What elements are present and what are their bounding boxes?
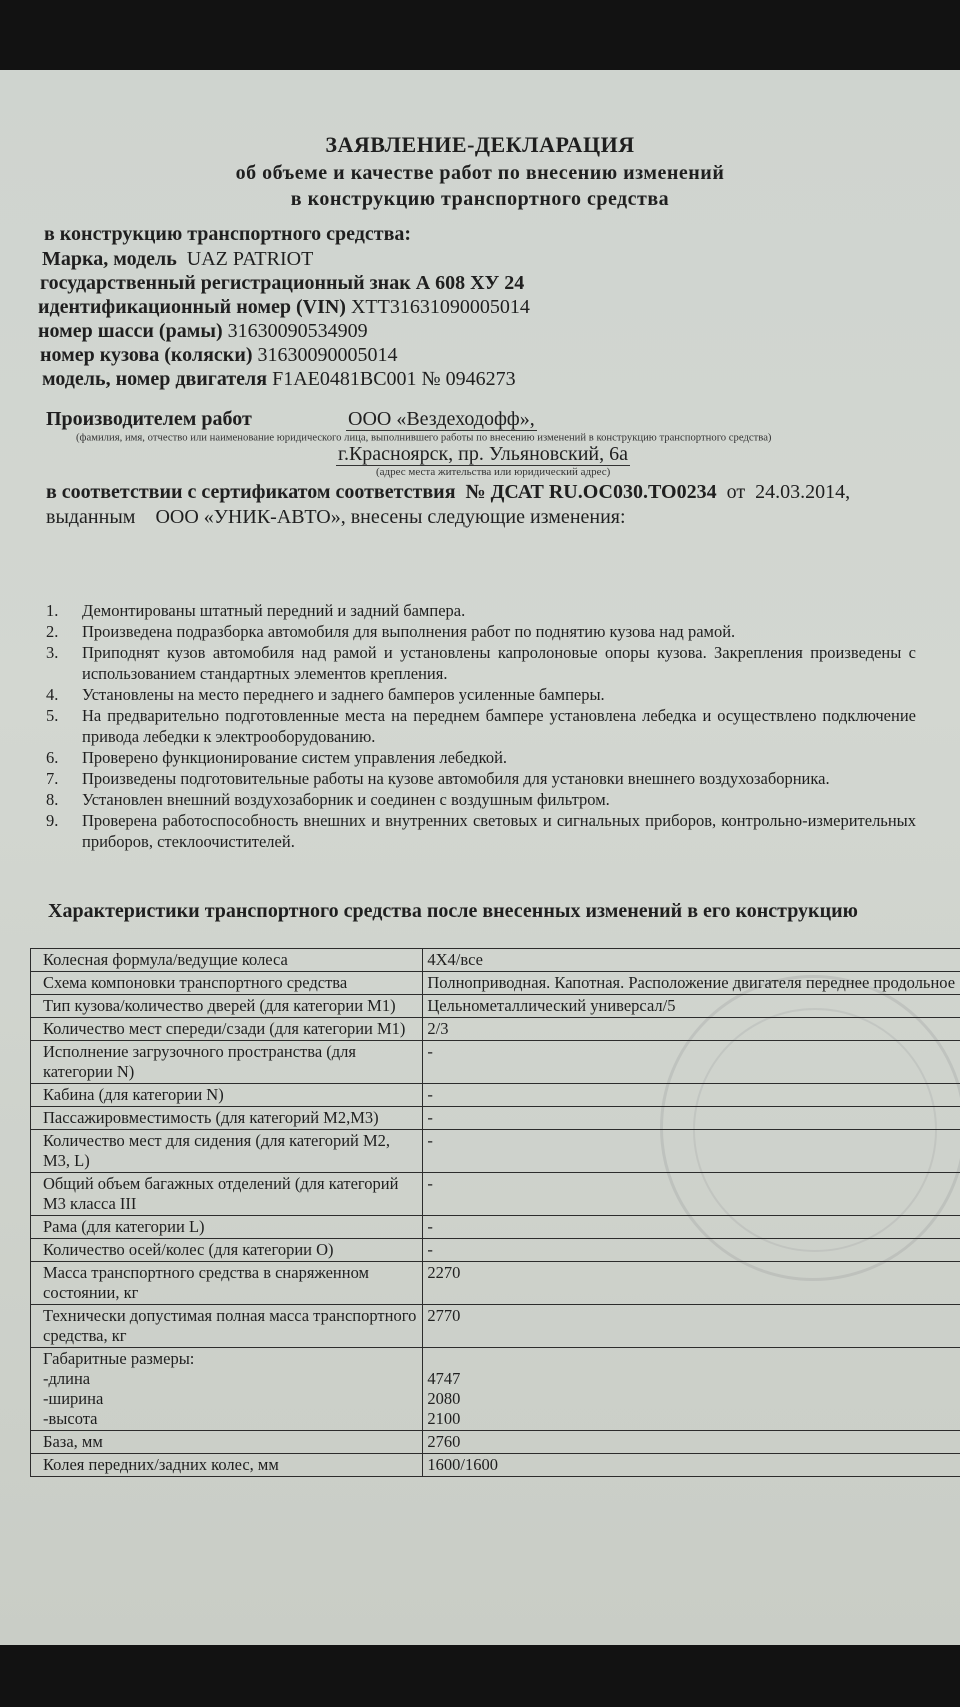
list-item: 5. На предварительно подготовленные места на переднем бампере установлена лебедка и осуществлено подключение привода лебедки к электрооборудованию. (46, 706, 916, 746)
list-item: 6. Проверено функционирование систем управления лебедкой. (46, 748, 508, 767)
vehicle-intro: в конструкцию транспортного средства: (44, 223, 412, 245)
chassis-value: 31630090534909 (227, 320, 368, 342)
table-row: База, мм 2760 (31, 1431, 960, 1454)
table-row: Колесная формула/ведущие колеса 4Х4/все (31, 949, 960, 972)
document-subtitle: в конструкцию транспортного средства (290, 188, 670, 210)
dims-width-label: -ширина (43, 1389, 104, 1408)
body-value: 31630090005014 (257, 344, 398, 366)
list-item: 1. Демонтированы штатный передний и задний бампера. (46, 601, 466, 620)
plate-label: государственный регистрационный знак (40, 272, 411, 294)
engine-row (42, 368, 516, 391)
engine-value: F1AE0481BC001 № 0946273 (272, 368, 516, 390)
table-row: Технически допустимая полная масса транспортного средства, кг 2770 (31, 1305, 960, 1348)
make-value: UAZ PATRIOT (186, 248, 314, 270)
producer-label: Производителем работ (46, 408, 252, 430)
producer-name: ООО «Вездеходофф», (348, 408, 535, 430)
engine-label: модель, номер двигателя (42, 368, 268, 390)
characteristics-table (30, 948, 960, 1477)
table-row: Исполнение загрузочного пространства (для категории N) - (31, 1041, 960, 1084)
chassis-label: номер шасси (рамы) (38, 320, 223, 342)
document-subtitle: об объеме и качестве работ по внесению изменений (235, 162, 725, 184)
vin-row (38, 296, 530, 319)
certificate-from: от (726, 481, 746, 503)
plate-row (40, 272, 524, 295)
body-label: номер кузова (коляски) (40, 344, 253, 366)
table-row (31, 1348, 960, 1431)
dims-length-value: 4747 (427, 1369, 461, 1388)
dims-height-value: 2100 (427, 1409, 461, 1428)
certificate-number: № ДСАТ RU.ОС030.ТО0234 (465, 481, 717, 503)
dims-label: Габаритные размеры: (43, 1349, 195, 1368)
certificate-date: 24.03.2014, (755, 481, 851, 503)
table-row: Схема компоновки транспортного средства Полноприводная. Капотная. Расположение двигателя переднее продольное (31, 972, 960, 995)
table-row: Тип кузова/количество дверей (для категории М1) Цельнометаллический универсал/5 (31, 995, 960, 1018)
list-item: 8. Установлен внешний воздухозаборник и соединен с воздушным фильтром. (46, 790, 610, 809)
producer-address-caption: (адрес места жительства или юридический адрес) (376, 466, 611, 478)
document-title: ЗАЯВЛЕНИЕ-ДЕКЛАРАЦИЯ (325, 132, 635, 157)
table-row: Общий объем багажных отделений (для категорий М3 класса III - (31, 1173, 960, 1216)
list-item: 2. Произведена подразборка автомобиля для выполнения работ по поднятию кузова над рамой. (46, 622, 736, 641)
list-item: 9. Проверена работоспособность внешних и внутренних световых и сигнальных приборов, контрольно-измерительных приборов, стеклоочистителей. (46, 811, 916, 851)
characteristics-title: Характеристики транспортного средства после внесенных изменений в его конструкцию (48, 900, 858, 922)
table-row: Масса транспортного средства в снаряженном состоянии, кг 2270 (31, 1262, 960, 1305)
dims-height-label: -высота (43, 1409, 98, 1428)
issued-label: выданным (46, 506, 136, 528)
table-row: Количество мест для сидения (для категорий М2, М3, L) - (31, 1130, 960, 1173)
issued-value: ООО «УНИК-АВТО», внесены следующие изменения: (155, 506, 626, 528)
document-page (0, 70, 960, 1645)
table-row: Рама (для категории L) - (31, 1216, 960, 1239)
dims-width-value: 2080 (427, 1389, 461, 1408)
list-item: 3. Приподнят кузов автомобиля над рамой и установлены капролоновые опоры кузова. Закрепления произведены с использованием стандартных элементов крепления. (46, 643, 916, 683)
plate-value: А 608 ХУ 24 (415, 272, 525, 294)
vin-value: XTT31631090005014 (350, 296, 530, 318)
issued-row (46, 506, 626, 529)
table-row: Пассажировместимость (для категорий М2,М3) - (31, 1107, 960, 1130)
works-list (46, 600, 916, 852)
certificate-row (46, 481, 850, 504)
producer-address: г.Красноярск, пр. Ульяновский, 6а (338, 443, 628, 465)
table-row: Количество мест спереди/сзади (для категории М1) 2/3 (31, 1018, 960, 1041)
make-label: Марка, модель (42, 248, 177, 270)
chassis-row (38, 320, 368, 343)
make-row (42, 248, 313, 271)
list-item: 7. Произведены подготовительные работы на кузове автомобиля для установки внешнего воздухозаборника. (46, 769, 830, 788)
list-item: 4. Установлены на место переднего и заднего бамперов усиленные бамперы. (46, 685, 605, 704)
table-row: Кабина (для категории N) - (31, 1084, 960, 1107)
vin-label: идентификационный номер (VIN) (38, 296, 346, 318)
body-row (40, 344, 398, 367)
dims-length-label: -длина (43, 1369, 91, 1388)
certificate-label: в соответствии с сертификатом соответствия (46, 481, 456, 503)
producer-name-caption: (фамилия, имя, отчество или наименование юридического лица, выполнившего работы по внесению изменений в конструкцию транспортного средства) (76, 432, 772, 444)
table-row: Колея передних/задних колес, мм 1600/1600 (31, 1454, 960, 1477)
table-row: Количество осей/колес (для категории О) - (31, 1239, 960, 1262)
